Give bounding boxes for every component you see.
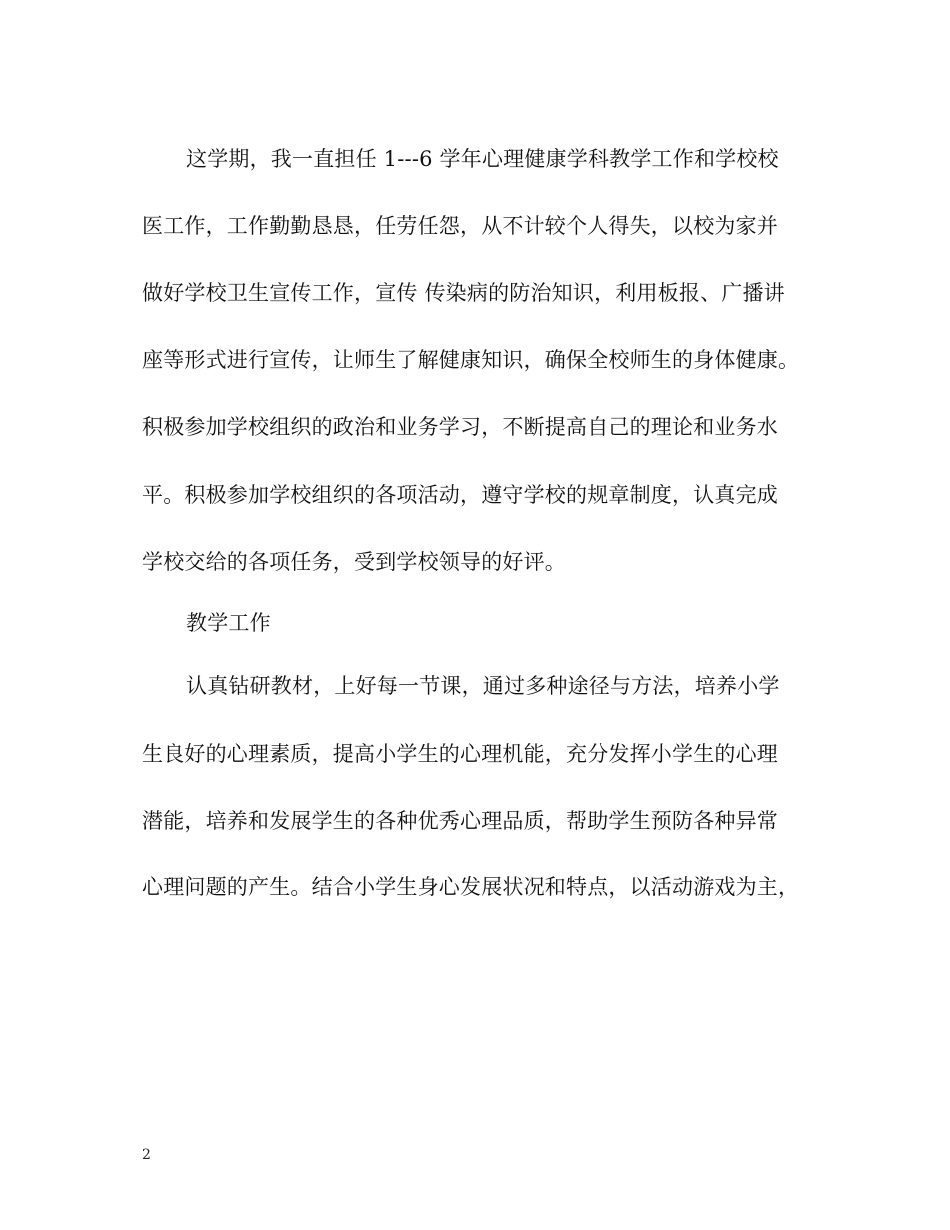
paragraph-line-2: 医工作，工作勤勤恳恳，任劳任怨，从不计较个人得失，以校为家并	[142, 214, 778, 238]
section-heading: 教学工作	[186, 611, 271, 635]
paragraph-line-1: 这学期，我一直担任 1---6 学年心理健康学科教学工作和学校校	[186, 147, 779, 171]
paragraph-line-5: 积极参加学校组织的政治和业务学习，不断提高自己的理论和业务水	[142, 415, 778, 439]
page-number: 2	[142, 1147, 151, 1163]
paragraph-line-8: 认真钻研教材，上好每一节课，通过多种途径与方法，培养小学	[186, 674, 780, 698]
paragraph-line-9: 生良好的心理素质，提高小学生的心理机能，充分发挥小学生的心理	[142, 742, 778, 766]
paragraph-line-7: 学校交给的各项任务，受到学校领导的好评。	[142, 550, 566, 574]
paragraph-line-3: 做好学校卫生宣传工作，宣传 传染病的防治知识，利用板报、广播讲	[142, 281, 785, 305]
paragraph-line-11: 心理问题的产生。结合小学生身心发展状况和特点，以活动游戏为主，	[142, 875, 800, 899]
paragraph-line-10: 潜能，培养和发展学生的各种优秀心理品质，帮助学生预防各种异常	[142, 809, 778, 833]
paragraph-line-6: 平。积极参加学校组织的各项活动，遵守学校的规章制度，认真完成	[142, 483, 778, 507]
paragraph-line-4: 座等形式进行宣传，让师生了解健康知识，确保全校师生的身体健康。	[142, 348, 800, 372]
